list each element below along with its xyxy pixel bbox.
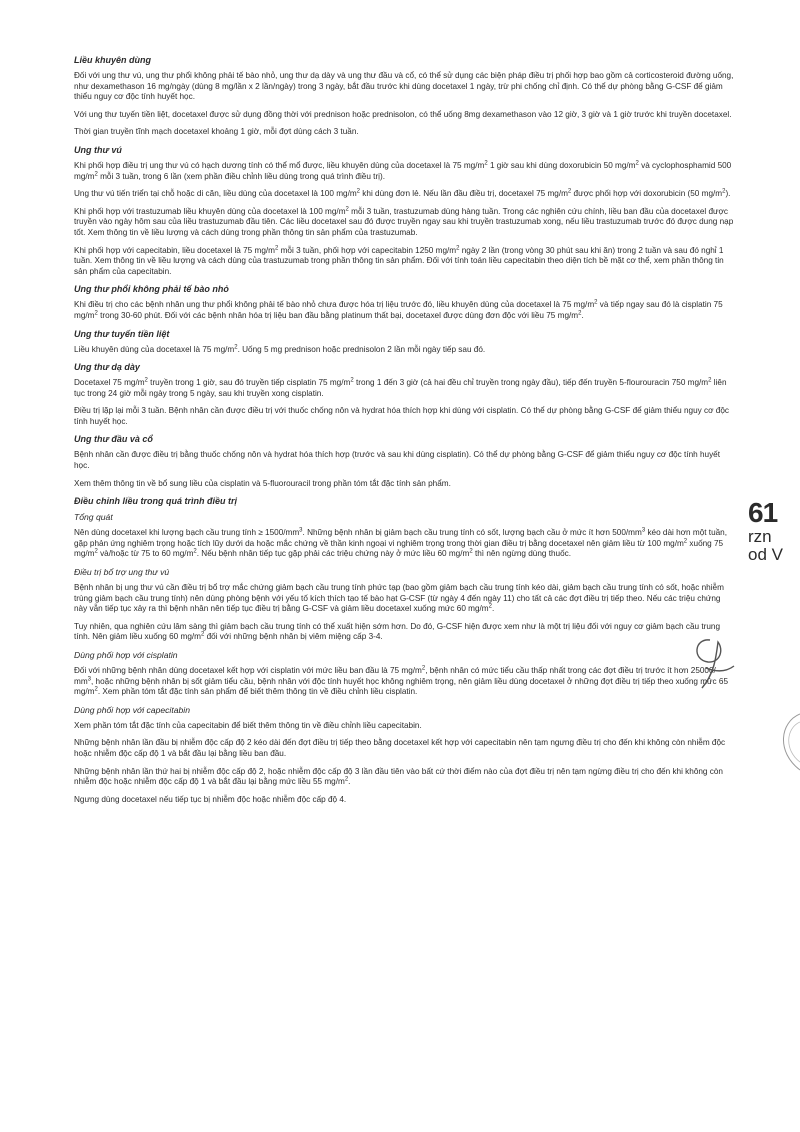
paragraph: Những bệnh nhân lần đầu bị nhiễm độc cấp độ 2 kéo dài đến đợt điều trị tiếp theo bằng docetaxel kết hợp với capecitabin nên tạm ngưng điều trị cho đến khi không còn nhiễm độc hoặc nhiễm độc cấp độ 1 và bắt đầu lại bằng liều ban đầu.	[74, 738, 726, 758]
paragraph: Docetaxel 75 $mg/m^2$ truyền trong 1 giờ, sau đó truyền tiếp cisplatin 75 $mg/m^2$ trong 1 đến 3 giờ (cả hai đều chỉ truyền trong ngày đầu), tiếp đến truyền 5-flourouracin 750 $mg/m^2$ liên tục trong 24 giờ mỗi ngày trong 5 ngày, sau khi truyền xong cisplatin.	[74, 377, 727, 398]
edge-fragment-line3: od V	[748, 545, 783, 564]
paragraph: Khi phối hợp với capecitabin, liều docetaxel là 75 $mg/m^2$ mỗi 3 tuần, phối hợp với capecitabin 1250 $mg/m^2$ ngày 2 lần (trong vòng 30 phút sau khi ăn) trong 2 tuần và sau đó nghỉ 1 tuần. Xem thông tin về liều lượng và cách dùng của trastuzumab trong phần thông tin sản phẩm. Đối với tính toán liều capecitabin theo diện tích bề mặt cơ thể, xem phần thông tin sản phẩm của capecitabin.	[74, 244, 724, 276]
paragraph: Khi phối hợp với trastuzumab liều khuyên dùng của docetaxel là 100 $mg/m^2$ mỗi 3 tuần, trastuzumab dùng hàng tuần. Trong các nghiên cứu chính, liều ban đầu của docetaxel được truyền vào ngày hôm sau của liều trastuzumab đầu tiên. Các liều docetaxel sau đó được truyền ngay sau khi truyền trastuzumab xong, nếu liều trastuzumab trước đó được dung nạp tốt. Xem thông tin về liều lượng và cách dùng trong phần thông tin sản phẩm của trastuzumab.	[74, 206, 734, 237]
paragraph: Nên dùng docetaxel khi lượng bạch cầu trung tính ≥ $1500/mm^3$. Những bệnh nhân bị giảm bạch cầu trung tính có sốt, lượng bạch cầu ở mức ít hơn $500/mm^3$ kéo dài hơn một tuần, gặp phản ứng nghiêm trọng hoặc tích lũy dưới da hoặc mắc chứng về thần kinh ngoại vi nghiêm trọng trong thời gian điều trị bằng docetaxel nên giảm liều từ 100 $mg/m^2$ xuống 75 $mg/m^2$ và/hoặc từ 75 to 60 $mg/m^2$. Nếu bệnh nhân tiếp tục gặp phải các triệu chứng này ở mức liều 60 $mg/m^2$ thì nên ngừng dùng thuốc.	[74, 527, 728, 559]
paragraph: Tuy nhiên, qua nghiên cứu lâm sàng thì giảm bạch cầu trung tính có thể xuất hiện sớm hơn. Do đó, G-CSF hiện được xem như là một trị liệu đối với nguy cơ giảm bạch cầu trung tính. Nên giảm liều xuống 60 $mg/m^2$ đối với những bệnh nhân bị viêm miệng cấp 3-4.	[74, 621, 721, 642]
paragraph: Liều khuyên dùng của docetaxel là 75 $mg/m^2$. Uống 5 mg prednison hoặc prednisolon 2 lần mỗi ngày tiếp sau đó.	[74, 343, 486, 354]
paragraph: Điều trị lặp lại mỗi 3 tuần. Bệnh nhân cần được điều trị với thuốc chống nôn và hydrat hóa thích hợp khi dùng với cisplatin. Có thể dự phòng bằng G-CSF để giảm thiểu nguy cơ độc tính huyết học.	[74, 406, 729, 426]
paragraph: Bệnh nhân cần được điều trị bằng thuốc chống nôn và hydrat hóa thích hợp (trước và sau khi dùng cisplatin). Có thể dự phòng bằng G-CSF để giảm thiểu nguy cơ độc tính huyết học.	[74, 450, 721, 471]
paragraph: Đối với ung thư vú, ung thư phổi không phải tế bào nhỏ, ung thư dạ dày và ung thư đầu và cổ, có thể sử dụng các biện pháp điều trị phối hợp bao gồm cả corticosteroid đường uống, như dexamethason 16 mg/ngày (dùng 8 mg/lần x 2 lần/ngày) trong 3 ngày, bắt đầu trước khi dùng docetaxel 1 ngày, trừ phi chống chỉ định. Có thể dự phòng bằng G-CSF để giảm thiểu nguy cơ độc tính huyết học.	[74, 71, 734, 102]
section-heading: Liều khuyên dùng	[74, 55, 152, 65]
section-heading: Ung thư đầu và cổ	[74, 434, 153, 445]
handwritten-signature-mark	[680, 628, 740, 698]
adjacent-page-fragment	[748, 498, 800, 588]
paragraph: Những bệnh nhân lần thứ hai bị nhiễm độc cấp độ 2, hoặc nhiễm độc cấp độ 3 lần đầu tiên vào bất cứ thời điểm nào của đợt điều trị nên tạm ngừng điều trị cho đến khi không còn nhiễm độc hoặc nhiễm độc cấp độ 1 và bắt đầu lại bằng mức liều 55 $mg/m^2$.	[74, 766, 723, 787]
paragraph: Bệnh nhân bị ung thư vú cần điều trị bổ trợ mắc chứng giảm bạch cầu trung tính phức tạp (bao gồm giảm bạch cầu trung tính kéo dài, giảm bạch cầu trung tính có sốt, hoặc nhiễm trùng giảm bạch cầu trung tính) nên dùng phòng bệnh với yếu tố kích thích tạo tế bào hạt G-CSF (từ ngày 4 đến ngày 11) cho tất cả các đợt điều trị tiếp theo. Nếu các triệu chứng này vẫn tiếp tục xảy ra thì bệnh nhân nên tiếp tục điều trị bằng G-CSF và giảm liều docetaxel xuống mức 60 $mg/m^2$.	[74, 583, 724, 614]
edge-fragment-line1: 61	[748, 498, 778, 528]
paragraph: Khi phối hợp điều trị ung thư vú có hạch dương tính có thể mổ được, liều khuyên dùng của docetaxel là 75 $mg/m^2$ 1 giờ sau khi dùng doxorubicin 50 $mg/m^2$ và cyclophosphamid 500 $mg/m^2$ mỗi 3 tuần, trong 6 lần (xem phần điều chỉnh liều dùng trong quá trình điều trị).	[74, 160, 732, 181]
paragraph: Xem phần tóm tắt đặc tính của capecitabin để biết thêm thông tin về điều chỉnh liều capecitabin.	[74, 720, 422, 730]
paragraph: Xem thêm thông tin về bổ sung liều của cisplatin và 5-fluorouracil trong phần tóm tắt đặc tính sản phẩm.	[74, 478, 451, 488]
subsection-heading: Dùng phối hợp với cisplatin	[74, 650, 178, 660]
section-heading: Ung thư phổi không phải tế bào nhỏ	[74, 284, 229, 295]
subsection-heading: Dùng phối hợp với capecitabin	[74, 704, 190, 715]
paragraph: Ung thư vú tiến triển tại chỗ hoặc di căn, liều dùng của docetaxel là 100 $mg/m^2$ khi dùng đơn lẻ. Nếu lần đầu điều trị, docetaxel 75 $mg/m^2$ được phối hợp với doxorubicin (50 $mg/m^2$).	[74, 188, 731, 199]
paragraph: Ngưng dùng docetaxel nếu tiếp tục bị nhiễm độc hoặc nhiễm độc cấp độ 4.	[74, 794, 347, 804]
section-heading: Ung thư tuyến tiền liệt	[74, 328, 170, 339]
section-heading: Ung thư dạ dày	[74, 362, 140, 373]
subsection-heading: Điều trị bổ trợ ung thư vú	[74, 567, 170, 578]
paragraph: Đối với những bệnh nhân dùng docetaxel kết hợp với cisplatin với mức liều ban đầu là 75 $mg/m^2$, bệnh nhân có mức tiểu cầu thấp nhất trong các đợt điều trị trước ít hơn 25000/ $mm^3$, hoặc những bệnh nhân bị sốt giảm tiểu cầu, bệnh nhân với độc tính huyết học không nghiêm trọng, nên giảm liều dùng docetaxel ở những đợt điều trị tiếp theo xuống mức 65 $mg/m^2$. Xem phần tóm tắt đặc tính sản phẩm để biết thêm thông tin về điều chỉnh liều cisplatin.	[74, 665, 729, 697]
edge-fragment-line2: rzn	[748, 527, 772, 546]
section-heading: Ung thư vú	[74, 144, 122, 155]
document-body	[74, 55, 734, 812]
paragraph: Với ung thư tuyến tiền liệt, docetaxel được sử dụng đồng thời với prednison hoặc prednisolon, có thể uống 8mg dexamethason vào 12 giờ, 3 giờ và 1 giờ trước khi truyền docetaxel.	[74, 109, 732, 119]
subsection-heading: Tổng quát	[74, 512, 113, 523]
section-heading: Điều chỉnh liều trong quá trình điều trị	[74, 496, 237, 507]
stamp-fragment-icon	[770, 712, 800, 772]
paragraph: Khi điều trị cho các bệnh nhân ung thư phổi không phải tế bào nhỏ chưa được hóa trị liệu trước đó, liều khuyên dùng của docetaxel là 75 $mg/m^2$ và tiếp ngay sau đó là cisplatin 75 $mg/m^2$ trong 30-60 phút. Đối với các bệnh nhân hóa trị liệu ban đầu bằng platinum thất bại, docetaxel được dùng đơn độc với liều 75 $mg/m^2$.	[74, 299, 723, 320]
paragraph: Thời gian truyền tĩnh mạch docetaxel khoảng 1 giờ, mỗi đợt dùng cách 3 tuần.	[74, 127, 359, 137]
